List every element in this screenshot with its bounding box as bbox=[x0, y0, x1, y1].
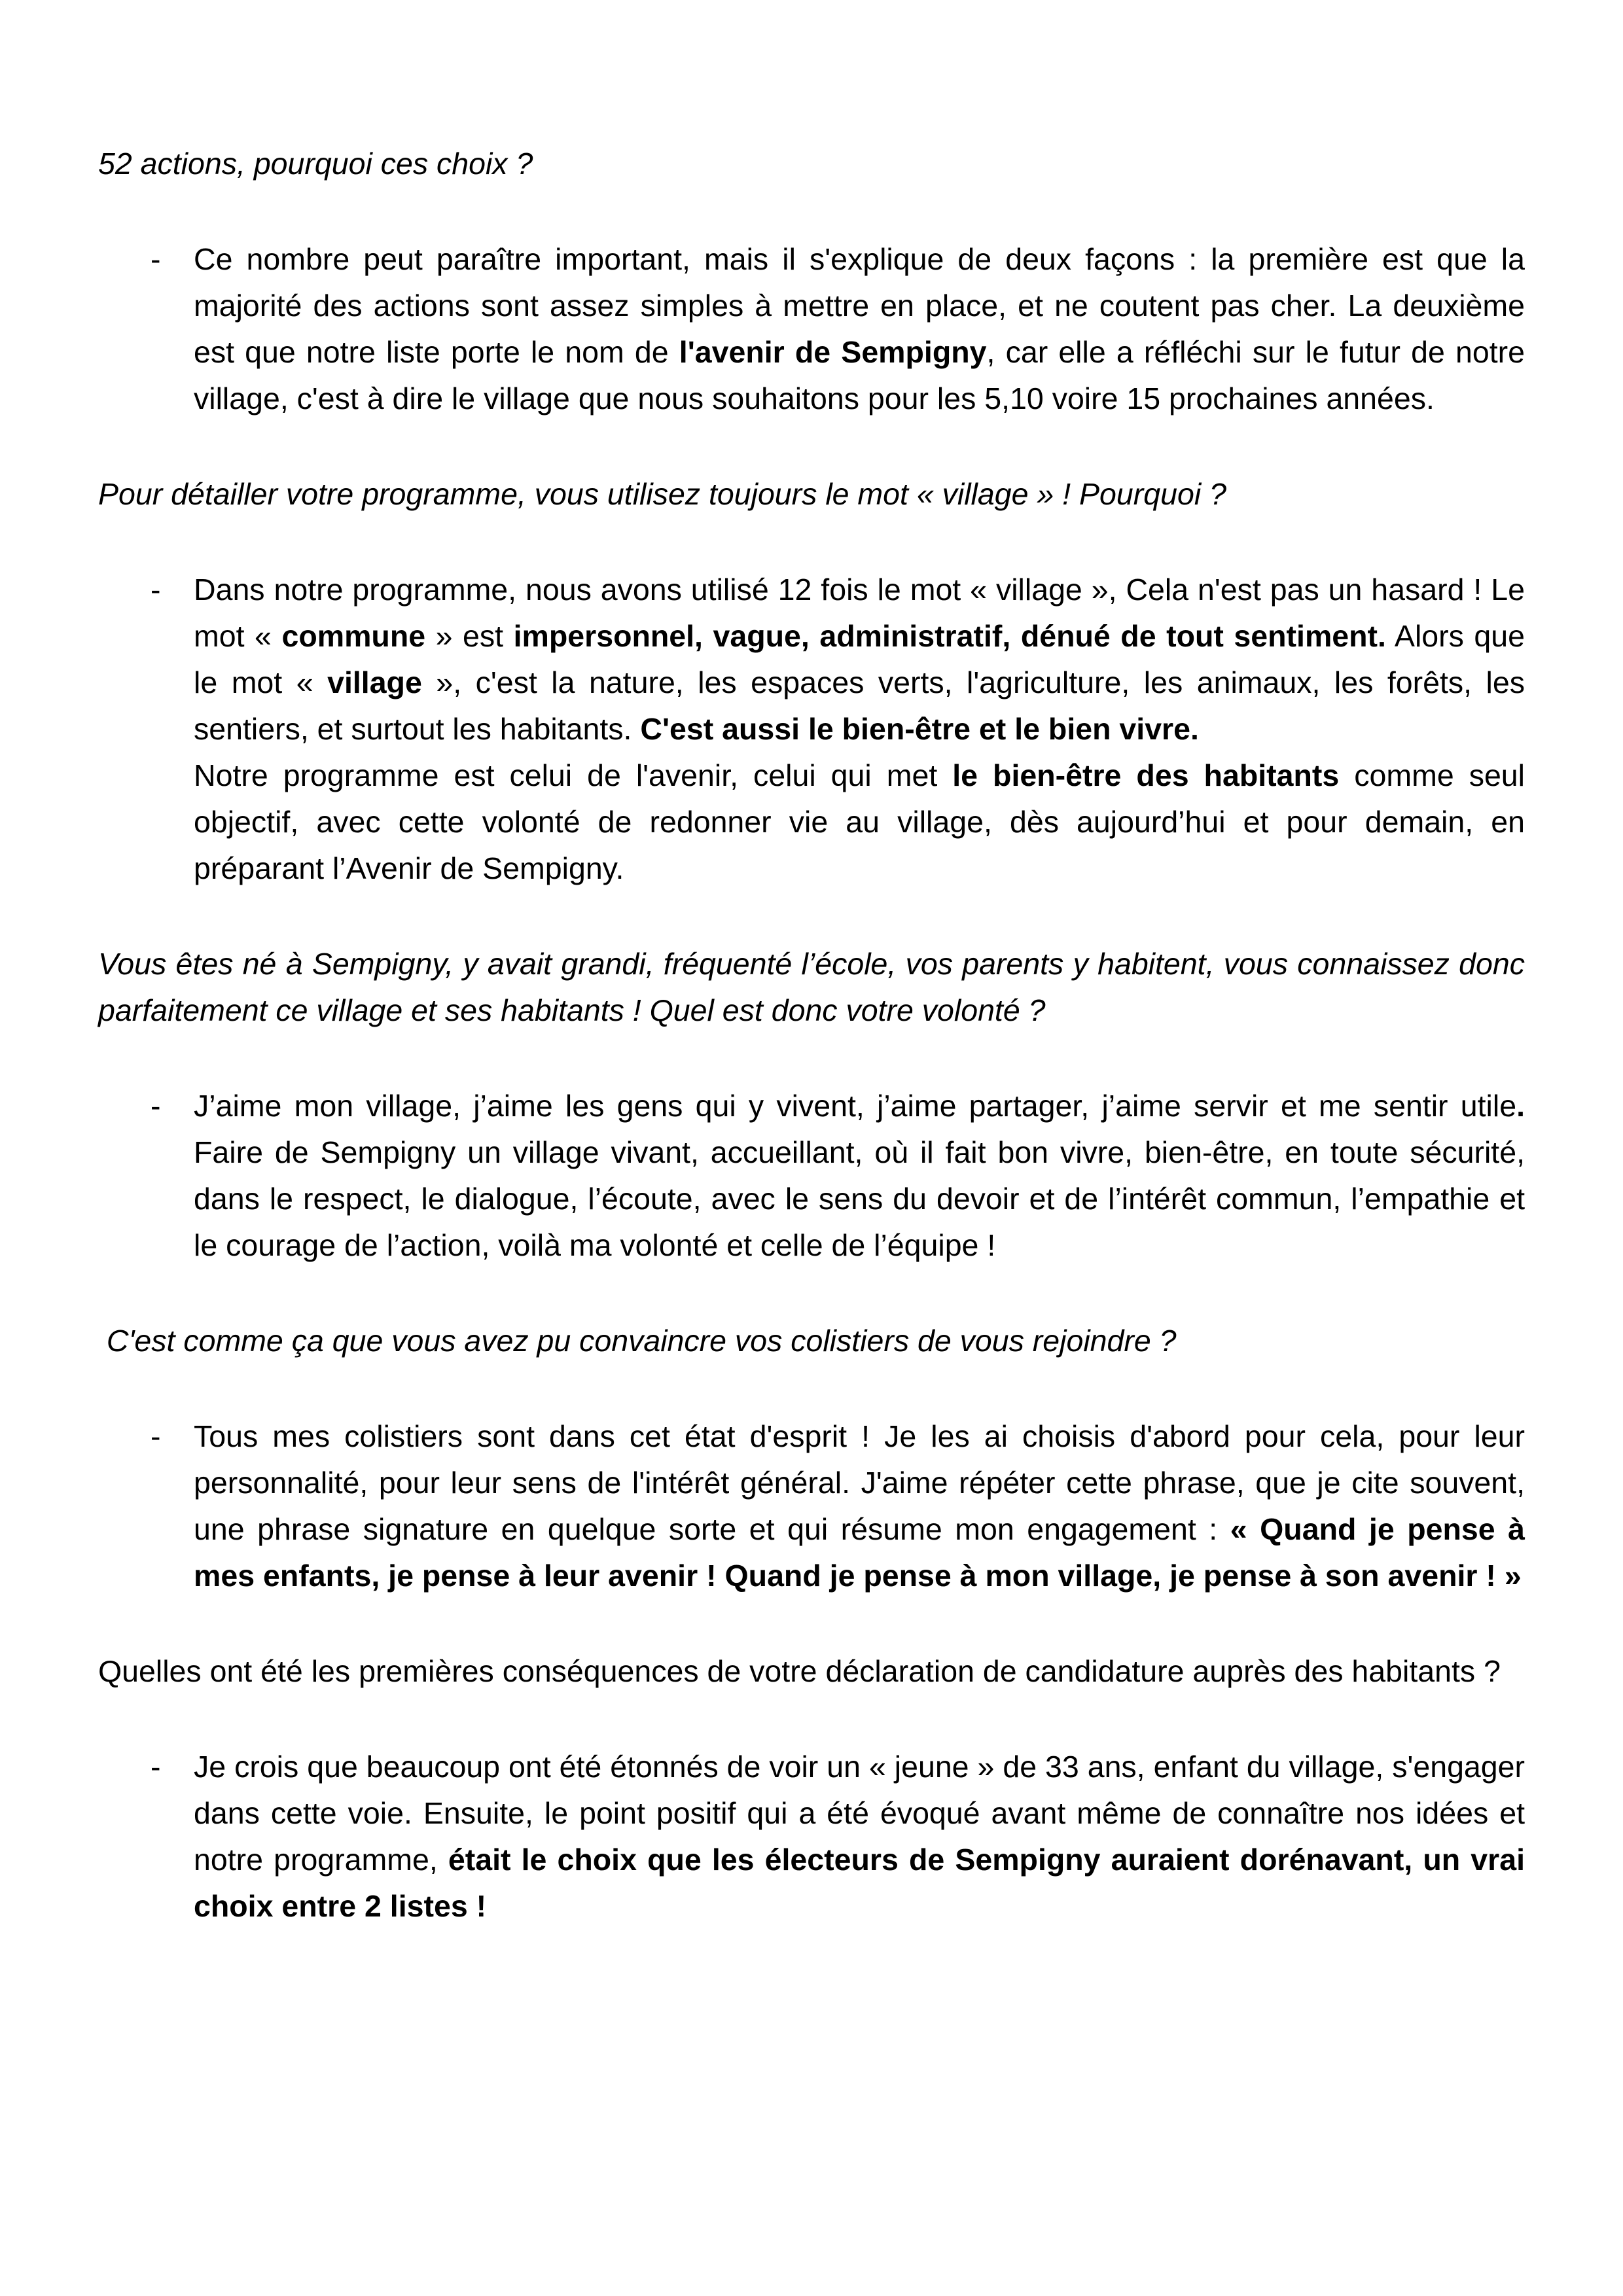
text-run: Je crois que beaucoup ont été étonnés de voir un « jeune » de 33 ans, enfant du village, s'engager dans cette voie. Ensuite, le point positif qui a été évoqué avant même de connaître nos idées et notre programme, bbox=[194, 1750, 1525, 1877]
text-run: Pour détailler votre programme, vous utilisez toujours le mot « village » ! Pourquoi ? bbox=[98, 477, 1226, 511]
text-run: C'est comme ça que vous avez pu convaincre vos colistiers de vous rejoindre ? bbox=[98, 1324, 1177, 1358]
bullet-dash-icon: - bbox=[151, 242, 161, 276]
interview-question bbox=[98, 1318, 1525, 1364]
interview-answer bbox=[98, 1744, 1525, 1930]
bullet-dash-icon: - bbox=[151, 573, 161, 607]
interview-answer bbox=[98, 236, 1525, 422]
interview-answer bbox=[98, 567, 1525, 892]
text-run: Alors que le mot « bbox=[194, 619, 1525, 699]
interview-question bbox=[98, 1648, 1525, 1695]
bold-text-run: commune bbox=[281, 619, 426, 653]
bold-text-run: était le choix que les électeurs de Sempigny auraient dorénavant, un vrai choix entre 2 listes ! bbox=[194, 1843, 1525, 1923]
bullet-dash-icon: - bbox=[151, 1089, 161, 1123]
text-run: J’aime mon village, j’aime les gens qui y vivent, j’aime partager, j’aime servir et me sentir utile bbox=[194, 1089, 1517, 1123]
text-run: , car elle a réfléchi sur le futur de notre village, c'est à dire le village que nous souhaitons pour les 5,10 voire 15 prochaines années. bbox=[194, 335, 1525, 415]
answer-paragraph-bulleted bbox=[98, 1413, 1525, 1599]
bold-text-run: « Quand je pense à mes enfants, je pense à leur avenir ! Quand je pense à mon village, je pense à son avenir ! » bbox=[194, 1512, 1525, 1593]
answer-paragraph-bulleted bbox=[98, 1744, 1525, 1930]
text-run: 52 actions, pourquoi ces choix ? bbox=[98, 147, 533, 181]
interview-question bbox=[98, 471, 1525, 518]
answer-paragraph-bulleted bbox=[98, 567, 1525, 752]
bullet-dash-icon: - bbox=[151, 1419, 161, 1453]
text-run: Tous mes colistiers sont dans cet état d'esprit ! Je les ai choisis d'abord pour cela, pour leur personnalité, pour leur sens de l'intérêt général. J'aime répéter cette phrase, que je cite souvent, une phrase signature en quelque sorte et qui résume mon engagement : bbox=[194, 1419, 1525, 1546]
bold-text-run: le bien-être des habitants bbox=[952, 758, 1340, 792]
text-run: Notre programme est celui de l'avenir, celui qui met bbox=[194, 758, 953, 792]
bold-text-run: . bbox=[1516, 1089, 1525, 1123]
text-run: », c'est la nature, les espaces verts, l'agriculture, les animaux, les forêts, les sentiers, et surtout les habitants. bbox=[194, 665, 1525, 746]
interview-answer bbox=[98, 1413, 1525, 1599]
bold-text-run: impersonnel, vague, administratif, dénué de tout sentiment. bbox=[513, 619, 1386, 653]
text-run: » est bbox=[425, 619, 514, 653]
interview-question bbox=[98, 141, 1525, 187]
bold-text-run: C'est aussi le bien-être et le bien vivre. bbox=[640, 712, 1199, 746]
bold-text-run: l'avenir de Sempigny bbox=[679, 335, 987, 369]
text-run: Vous êtes né à Sempigny, y avait grandi, fréquenté l’école, vos parents y habitent, vous connaissez donc parfaitement ce village et ses habitants ! Quel est donc votre volonté ? bbox=[98, 947, 1525, 1027]
document-body bbox=[98, 141, 1525, 1930]
text-run: Quelles ont été les premières conséquences de votre déclaration de candidature auprès des habitants ? bbox=[98, 1654, 1501, 1688]
interview-answer bbox=[98, 1083, 1525, 1269]
text-run: Ce nombre peut paraître important, mais il s'explique de deux façons : la première est que la majorité des actions sont assez simples à mettre en place, et ne coutent pas cher. La deuxième est que notre liste porte le nom de bbox=[194, 242, 1525, 369]
text-run: Dans notre programme, nous avons utilisé 12 fois le mot « village », Cela n'est pas un hasard ! Le mot « bbox=[194, 573, 1525, 653]
answer-paragraph-bulleted bbox=[98, 1083, 1525, 1269]
text-run: Faire de Sempigny un village vivant, accueillant, où il fait bon vivre, bien-être, en toute sécurité, dans le respect, le dialogue, l’écoute, avec le sens du devoir et de l’intérêt commun, l’empathie et le courage de l’action, voilà ma volonté et celle de l’équipe ! bbox=[194, 1135, 1525, 1262]
interview-question bbox=[98, 941, 1525, 1034]
bold-text-run: village bbox=[327, 665, 422, 699]
answer-paragraph-bulleted bbox=[98, 236, 1525, 422]
text-run: comme seul objectif, avec cette volonté de redonner vie au village, dès aujourd’hui et pour demain, en préparant l’Avenir de Sempigny. bbox=[194, 758, 1525, 885]
answer-paragraph-continuation bbox=[98, 752, 1525, 892]
bullet-dash-icon: - bbox=[151, 1750, 161, 1784]
